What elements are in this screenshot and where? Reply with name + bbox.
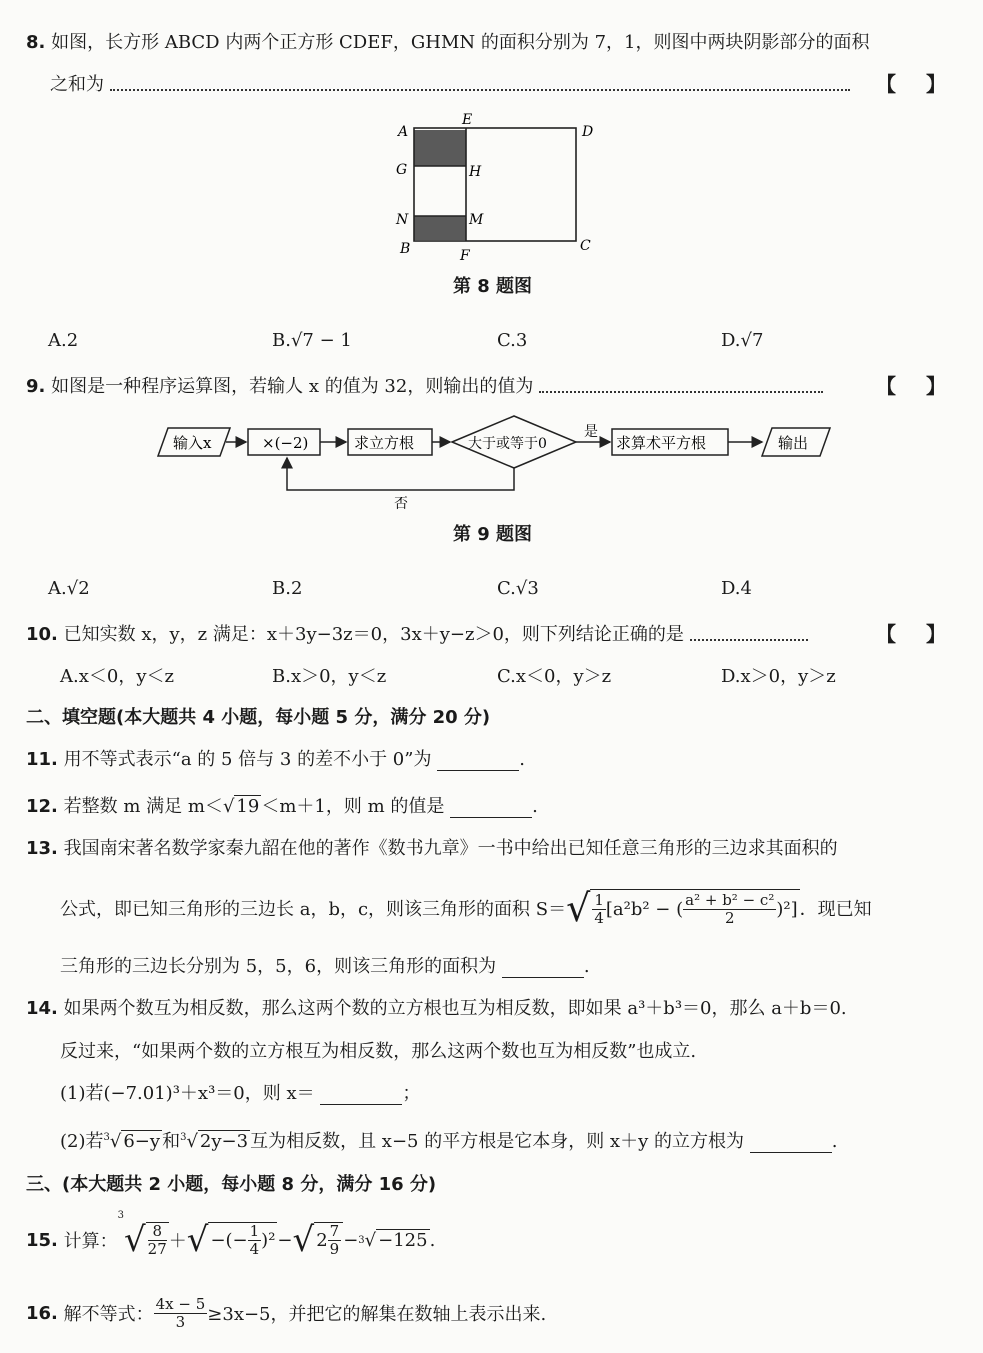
q8-leader-dots bbox=[110, 79, 850, 91]
q14-stem-line1: 如果两个数互为相反数，那么这两个数的立方根也互为相反数，即如果 a³＋b³＝0，那么 a＋b＝0. bbox=[63, 998, 847, 1019]
q13-line1 bbox=[26, 834, 838, 860]
q11-answer-blank[interactable] bbox=[437, 752, 519, 771]
q10-line bbox=[26, 620, 808, 646]
q10-option-c[interactable]: C.x＜0，y＞z bbox=[497, 666, 612, 687]
q11-number: 11. bbox=[26, 749, 58, 770]
label-D: D bbox=[582, 124, 594, 140]
q12-answer-blank[interactable] bbox=[450, 799, 532, 818]
q9-option-d[interactable]: D.4 bbox=[721, 578, 752, 599]
flow-loop-line bbox=[287, 458, 514, 490]
q15-line: 15. 计算： 3 √ $\frac{8}{27}$ ＋ √ −(− $\frac{1}{4}$ )² − √ 2 $\frac{7}{9}$ − 3 √ −125 . bbox=[26, 1210, 436, 1260]
q14-sub1: (1)若(−7.01)³＋x³＝0，则 x＝ ； bbox=[60, 1083, 421, 1104]
q8-stem-line2: 之和为 bbox=[50, 74, 104, 95]
q8-number: 8. bbox=[26, 32, 46, 53]
q14-sub2-answer-blank[interactable] bbox=[750, 1134, 832, 1153]
flow-output-text: 输出 bbox=[778, 434, 809, 452]
section2-title: 二、填空题(本大题共 4 小题，每小题 5 分，满分 20 分) bbox=[26, 707, 491, 728]
q14-sub2: (2)若$^3$√ 6−y 和$^3$√ 2y−3 互为相反数，且 x−5 的平方根是它本身，则 x＋y 的立方根为 . bbox=[60, 1131, 838, 1152]
q13-stem-line2-post: ．现已知 bbox=[799, 899, 872, 920]
section3-title: 三、(本大题共 2 小题，每小题 8 分，满分 16 分) bbox=[26, 1174, 437, 1195]
q14-number: 14. bbox=[26, 998, 58, 1019]
q12-line: 12. 若整数 m 满足 m＜√ 19 ＜m＋1，则 m 的值是 . bbox=[26, 796, 538, 817]
q9-stem: 如图是一种程序运算图，若输人 x 的值为 32，则输出的值为 bbox=[51, 376, 534, 397]
q8-bracket-open: 【 bbox=[876, 72, 896, 96]
q12-radicand: 19 bbox=[236, 796, 260, 817]
q8-line1 bbox=[26, 28, 869, 54]
q10-bracket-close: 】 bbox=[926, 622, 946, 646]
q13-answer-blank[interactable] bbox=[502, 959, 584, 978]
q11-line: 11. 用不等式表示“a 的 5 倍与 3 的差不小于 0”为 . bbox=[26, 749, 525, 770]
flow-multiply-text: ×(−2) bbox=[262, 434, 309, 452]
q10-option-b[interactable]: B.x＞0，y＜z bbox=[272, 666, 387, 687]
label-N: N bbox=[396, 212, 409, 228]
q8-figure bbox=[390, 108, 610, 268]
q8-stem-line1: 如图，长方形 ABCD 内两个正方形 CDEF，GHMN 的面积分别为 7，1，则图中两块阴影部分的面积 bbox=[51, 32, 870, 53]
q12-stem-post: ＜m＋1，则 m 的值是 bbox=[261, 796, 445, 817]
flow-sqrt-text: 求算术平方根 bbox=[616, 434, 707, 452]
q8-option-b[interactable]: B.√7 − 1 bbox=[272, 330, 352, 351]
q13-number: 13. bbox=[26, 838, 58, 859]
q9-option-a[interactable]: A.√2 bbox=[48, 578, 90, 599]
q9-bracket-close: 】 bbox=[926, 374, 946, 398]
label-A: A bbox=[398, 124, 409, 140]
q10-option-d[interactable]: D.x＞0，y＞z bbox=[721, 666, 836, 687]
q10-number: 10. bbox=[26, 624, 58, 645]
q8-caption: 第 8 题图 bbox=[453, 276, 533, 297]
q9-line bbox=[26, 372, 823, 398]
q10-bracket-open: 【 bbox=[876, 622, 896, 646]
q14-line1 bbox=[26, 994, 847, 1020]
label-F: F bbox=[460, 248, 470, 264]
flow-yes-label: 是 bbox=[584, 424, 598, 440]
q13-stem-line1: 我国南宋著名数学家秦九韶在他的著作《数书九章》一书中给出已知任意三角形的三边求其面积的 bbox=[63, 838, 838, 859]
label-C: C bbox=[580, 238, 591, 254]
shade-top bbox=[414, 130, 466, 166]
label-M: M bbox=[469, 212, 484, 228]
flow-input-text: 输入x bbox=[173, 434, 212, 452]
label-G: G bbox=[396, 162, 408, 178]
q9-option-b[interactable]: B.2 bbox=[272, 578, 303, 599]
label-H: H bbox=[469, 164, 482, 180]
q10-option-a[interactable]: A.x＜0，y＜z bbox=[60, 666, 174, 687]
q9-flowchart bbox=[150, 412, 840, 512]
q8-line2 bbox=[50, 70, 850, 96]
q8-option-d[interactable]: D.√7 bbox=[721, 330, 764, 351]
q9-option-c[interactable]: C.√3 bbox=[497, 578, 539, 599]
q9-leader-dots bbox=[539, 381, 823, 393]
q14-sub1-answer-blank[interactable] bbox=[320, 1086, 402, 1105]
q11-stem: 用不等式表示“a 的 5 倍与 3 的差不小于 0”为 bbox=[63, 749, 432, 770]
label-E: E bbox=[462, 112, 473, 128]
q10-leader-dots bbox=[690, 629, 808, 641]
q13-stem-line2: 公式，即已知三角形的三边长 a，b，c，则该三角形的面积 S＝ bbox=[60, 899, 567, 920]
q12-stem-pre: 若整数 m 满足 m＜ bbox=[63, 796, 223, 817]
q8-option-a[interactable]: A.2 bbox=[48, 330, 79, 351]
q16-number: 16. bbox=[26, 1302, 58, 1324]
q16-line: 16. 解不等式： $\frac{4x - 5}{3}$ ≥3x−5，并把它的解集在数轴上表示出来. bbox=[26, 1294, 547, 1331]
q13-formula: $\frac{1}{4}$ [a²b² − ( $\frac{\text{a² + b² − c²}}{2}$ )²] bbox=[590, 889, 799, 927]
flow-condition-text: 大于或等于0 bbox=[468, 436, 547, 452]
flow-cube-root-text: 求立方根 bbox=[354, 434, 415, 452]
q12-number: 12. bbox=[26, 796, 58, 817]
flow-no-label: 否 bbox=[394, 496, 408, 512]
q8-bracket-close: 】 bbox=[926, 72, 946, 96]
q13-stem-line3: 三角形的三边长分别为 5，5，6，则该三角形的面积为 bbox=[60, 956, 497, 977]
q14-line2: 反过来，“如果两个数的立方根互为相反数，那么这两个数也互为相反数”也成立. bbox=[60, 1041, 697, 1062]
q15-number: 15. bbox=[26, 1229, 58, 1251]
shade-bottom bbox=[414, 216, 466, 240]
q9-number: 9. bbox=[26, 376, 46, 397]
q13-line2: 公式，即已知三角形的三边长 a，b，c，则该三角形的面积 S＝ √ $\frac{1}{4}$ [a²b² − ( $\frac{\text{a² + b² − c²}}{2}$ )²] ．现已知 bbox=[60, 886, 872, 930]
q8-option-c[interactable]: C.3 bbox=[497, 330, 528, 351]
q9-bracket-open: 【 bbox=[876, 374, 896, 398]
label-B: B bbox=[400, 241, 411, 257]
q13-line3: 三角形的三边长分别为 5，5，6，则该三角形的面积为 . bbox=[60, 956, 590, 977]
q10-stem: 已知实数 x，y，z 满足：x＋3y−3z＝0，3x＋y−z＞0，则下列结论正确的是 bbox=[63, 624, 684, 645]
q9-caption: 第 9 题图 bbox=[453, 524, 533, 545]
